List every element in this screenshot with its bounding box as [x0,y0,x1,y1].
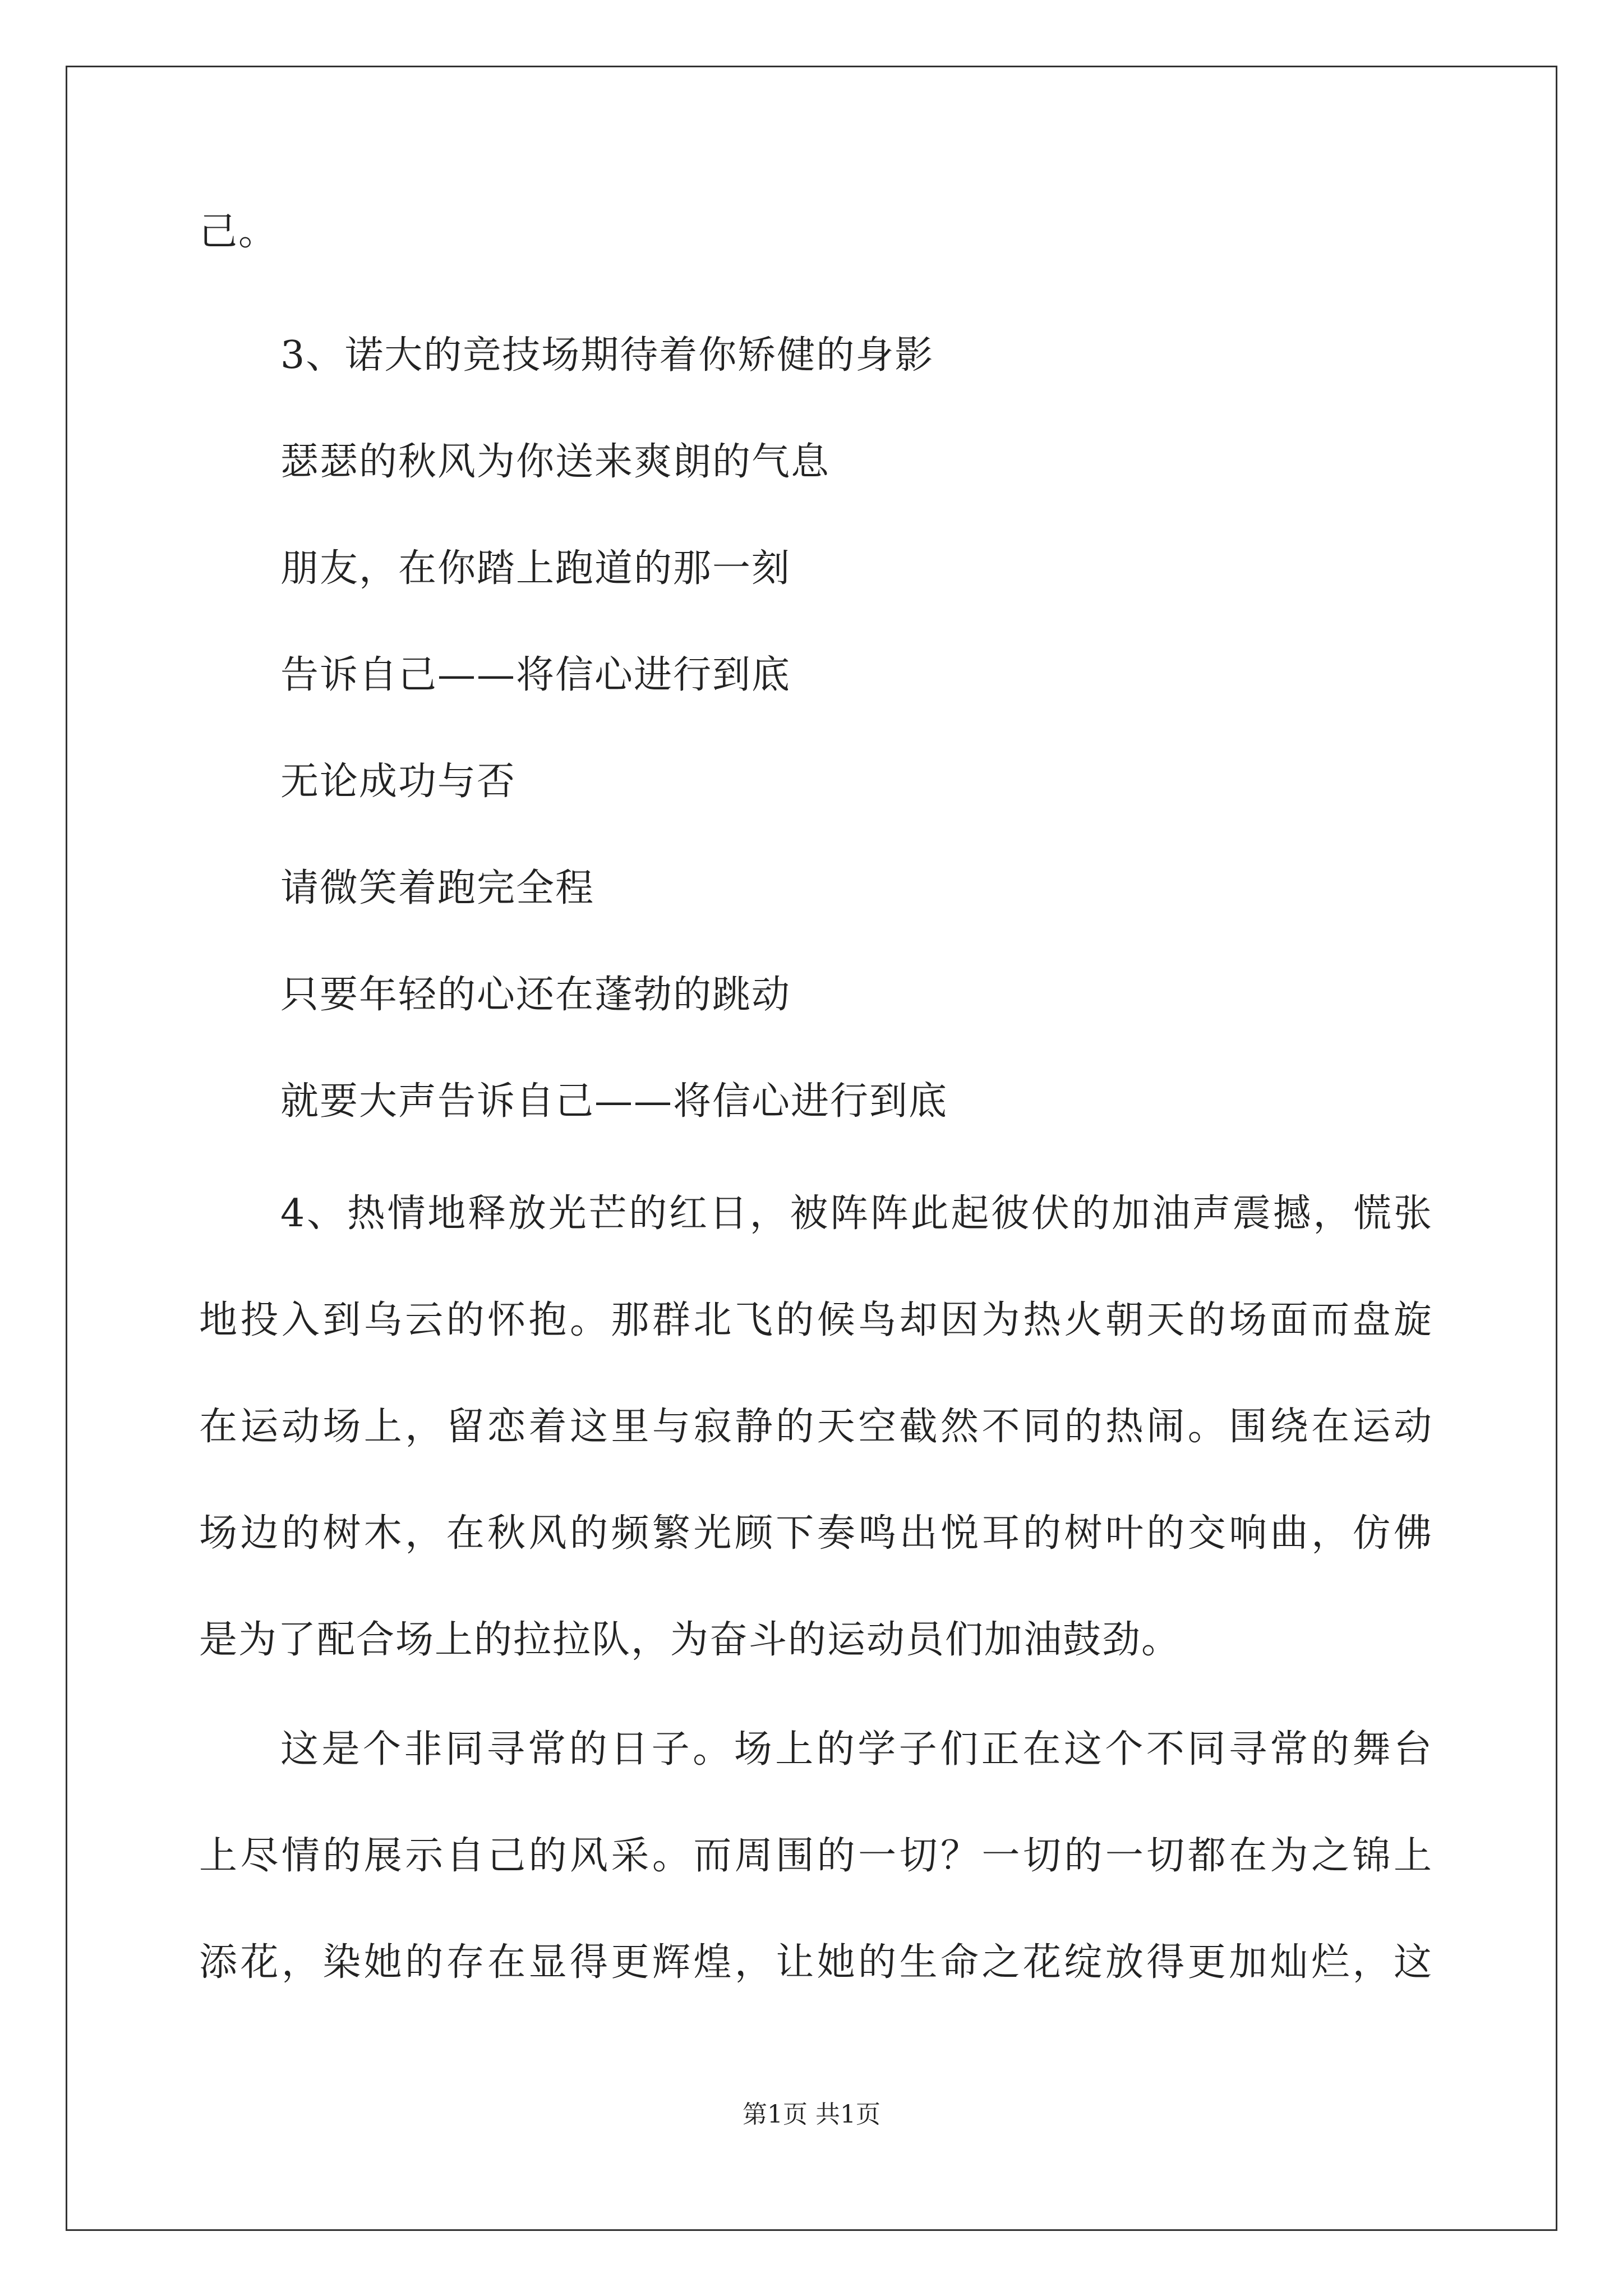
text-line: 朋友，在你踏上跑道的那一刻 [280,546,791,591]
text-line: 3、诺大的竞技场期待着你矫健的身影 [280,333,934,378]
text-line: 在运动场上，留恋着这里与寂静的天空截然不同的热闹。围绕在运动 [199,1405,1433,1449]
text-line: 4、热情地释放光芒的红日，被阵阵此起彼伏的加油声震撼，慌张 [280,1191,1433,1236]
page-number-footer: 第1页 共1页 [743,2100,880,2129]
text-line: 上尽情的展示自己的风采。而周围的一切？一切的一切都在为之锦上 [199,1834,1433,1878]
text-line: 己。 [199,210,278,254]
text-line: 无论成功与否 [280,760,517,804]
page-border [66,66,1557,2231]
text-line: 请微笑着跑完全程 [280,866,595,910]
text-line: 地投入到乌云的怀抱。那群北飞的候鸟却因为热火朝天的场面而盘旋 [199,1298,1433,1342]
text-line: 这是个非同寻常的日子。场上的学子们正在这个不同寻常的舞台 [280,1727,1433,1772]
text-line: 场边的树木，在秋风的频繁光顾下奏鸣出悦耳的树叶的交响曲，仿佛 [199,1511,1433,1556]
text-line: 就要大声告诉自己——将信心进行到底 [280,1079,948,1124]
text-line: 瑟瑟的秋风为你送来爽朗的气息 [280,440,831,484]
text-line: 是为了配合场上的拉拉队，为奋斗的运动员们加油鼓劲。 [199,1618,1181,1662]
text-line: 告诉自己——将信心进行到底 [280,653,791,697]
text-line: 只要年轻的心还在蓬勃的跳动 [280,973,791,1017]
text-line: 添花，染她的存在显得更辉煌，让她的生命之花绽放得更加灿烂，这 [199,1940,1433,1985]
